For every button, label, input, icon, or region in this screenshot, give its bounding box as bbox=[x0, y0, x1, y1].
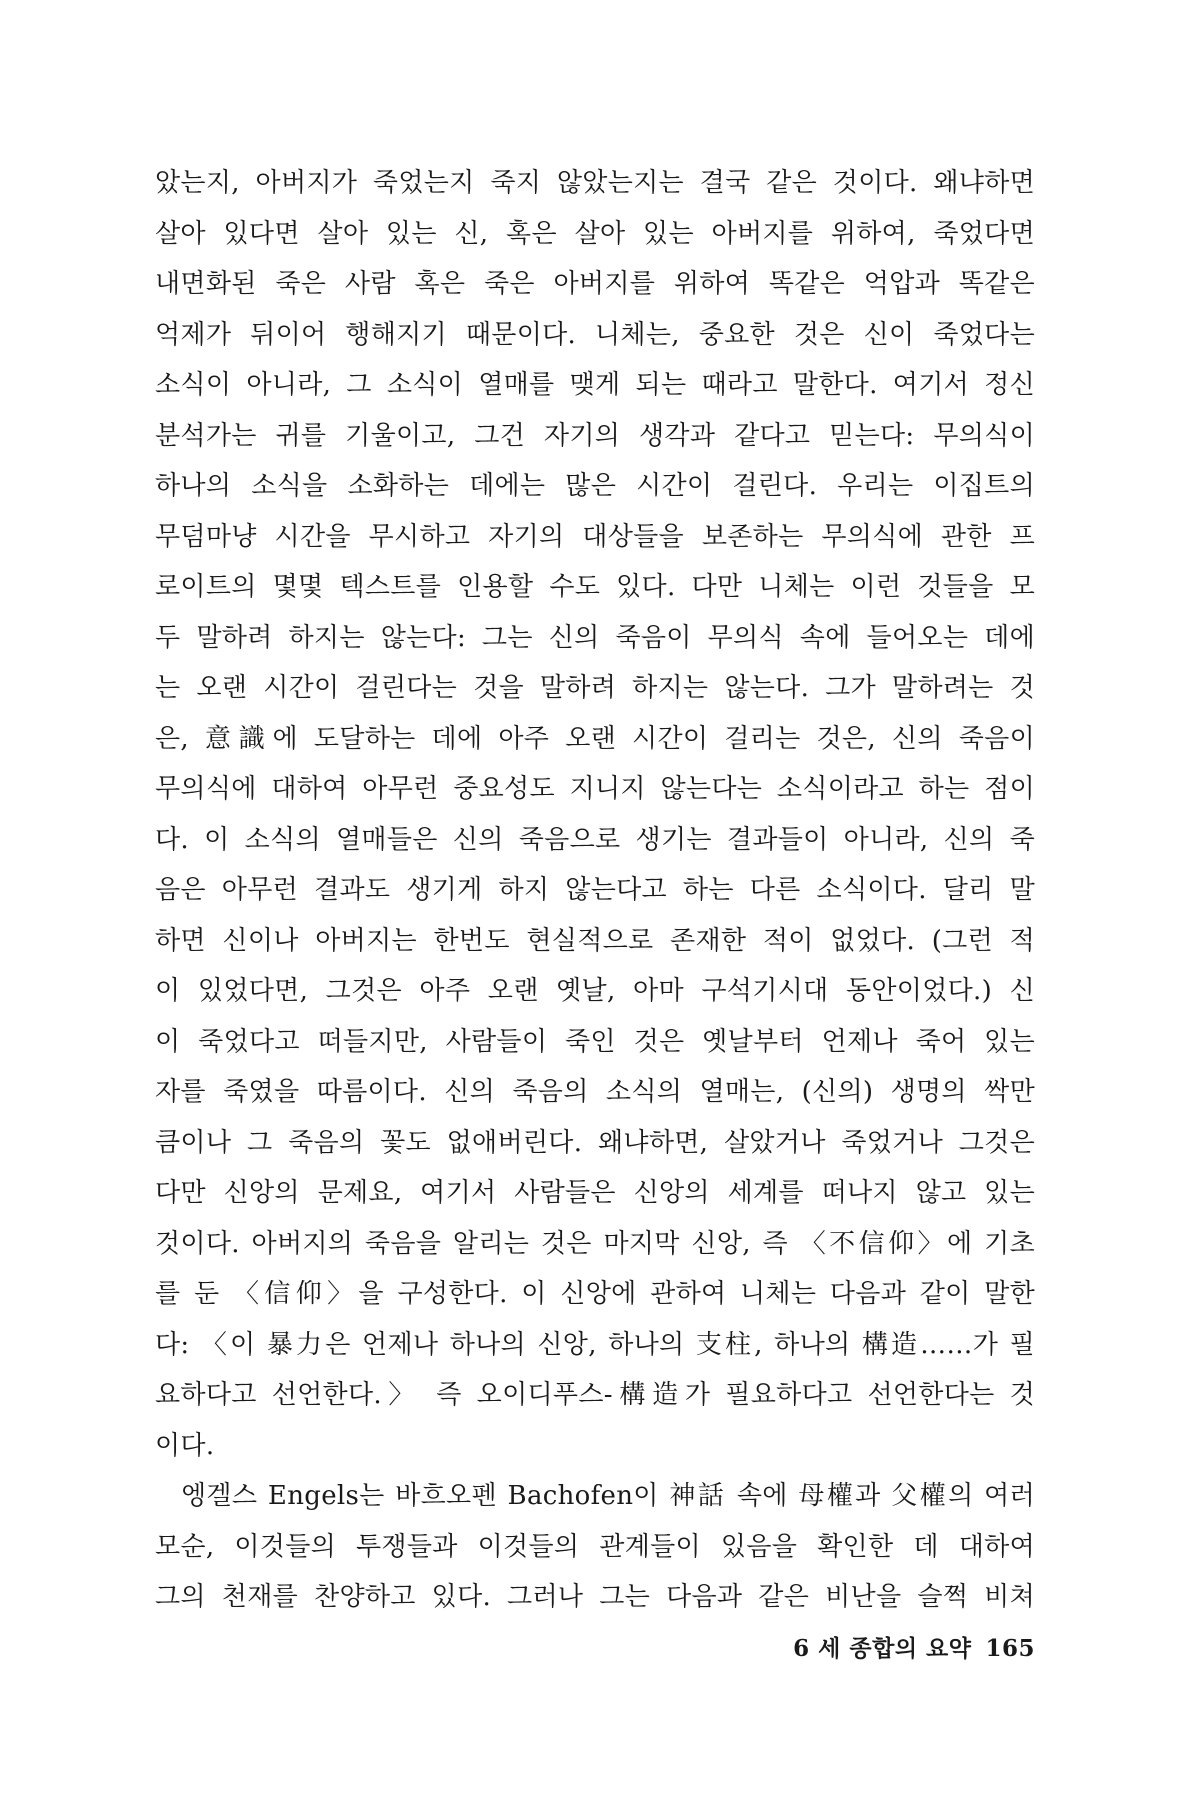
text-line: 무덤마냥 시간을 무시하고 자기의 대상들을 보존하는 무의식에 관한 프 bbox=[155, 521, 1035, 552]
text-line: 는 오랜 시간이 걸린다는 것을 말하려 하지는 않는다. 그가 말하려는 것 bbox=[155, 673, 1035, 703]
text-line: 음은 아무런 결과도 생기게 하지 않는다고 하는 다른 소식이다. 달리 말 bbox=[155, 875, 1035, 905]
paragraph-1 bbox=[155, 158, 1035, 1471]
text-line: 았는지, 아버지가 죽었는지 죽지 않았는지는 결국 같은 것이다. 왜냐하면 bbox=[155, 168, 1035, 198]
text-line: 큼이나 그 죽음의 꽃도 없애버린다. 왜냐하면, 살았거나 죽었거나 그것은 bbox=[155, 1127, 1035, 1158]
text-line: 이 있었다면, 그것은 아주 오랜 옛날, 아마 구석기시대 동안이었다.) 신 bbox=[155, 976, 1035, 1006]
text-line: 다: 〈이 暴力은 언제나 하나의 신앙, 하나의 支柱, 하나의 構造……가 필 bbox=[155, 1329, 1035, 1360]
text-line: 하면 신이나 아버지는 한번도 현실적으로 존재한 적이 없었다. (그런 적 bbox=[155, 925, 1035, 956]
text-line: 분석가는 귀를 기울이고, 그건 자기의 생각과 같다고 믿는다: 무의식이 bbox=[155, 420, 1035, 451]
text-line: 하나의 소식을 소화하는 데에는 많은 시간이 걸린다. 우리는 이집트의 bbox=[155, 471, 1035, 501]
text-line: 로이트의 몇몇 텍스트를 인용할 수도 있다. 다만 니체는 이런 것들을 모 bbox=[155, 572, 1035, 602]
text-line: 소식이 아니라, 그 소식이 열매를 맺게 되는 때라고 말한다. 여기서 정신 bbox=[155, 370, 1035, 400]
section-title: 6 세 종합의 요약 bbox=[793, 1635, 972, 1662]
text-line: 이 죽었다고 떠들지만, 사람들이 죽인 것은 옛날부터 언제나 죽어 있는 bbox=[155, 1026, 1035, 1057]
text-line: 살아 있다면 살아 있는 신, 혹은 살아 있는 아버지를 위하여, 죽었다면 bbox=[155, 218, 1035, 249]
text-line: 엥겔스 Engels는 바흐오펜 Bachofen이 神話 속에 母權과 父權의 여러 bbox=[181, 1481, 1035, 1511]
text-line: 은, 意識에 도달하는 데에 아주 오랜 시간이 걸리는 것은, 신의 죽음이 bbox=[155, 723, 1035, 754]
text-line: 무의식에 대하여 아무런 중요성도 지니지 않는다는 소식이라고 하는 점이 bbox=[155, 774, 1035, 804]
text-line: 억제가 뒤이어 행해지기 때문이다. 니체는, 중요한 것은 신이 죽었다는 bbox=[155, 319, 1035, 350]
text-line: 다. 이 소식의 열매들은 신의 죽음으로 생기는 결과들이 아니라, 신의 죽 bbox=[155, 824, 1035, 855]
running-footer bbox=[793, 1630, 1035, 1663]
text-line: 요하다고 선언한다.〉 즉 오이디푸스-構造가 필요하다고 선언한다는 것 bbox=[155, 1380, 1035, 1410]
text-line: 모순, 이것들의 투쟁들과 이것들의 관계들이 있음을 확인한 데 대하여 bbox=[155, 1531, 1035, 1562]
text-line: 것이다. 아버지의 죽음을 알리는 것은 마지막 신앙, 즉 〈不信仰〉에 기초 bbox=[155, 1228, 1035, 1259]
text-line: 두 말하려 하지는 않는다: 그는 신의 죽음이 무의식 속에 들어오는 데에 bbox=[155, 622, 1035, 653]
page-body bbox=[155, 158, 1035, 1623]
paragraph-2 bbox=[155, 1471, 1035, 1623]
text-line: 그의 천재를 찬양하고 있다. 그러나 그는 다음과 같은 비난을 슬쩍 비쳐 bbox=[155, 1582, 1035, 1612]
page-number: 165 bbox=[985, 1635, 1035, 1662]
text-line: 이다. bbox=[155, 1430, 215, 1461]
text-line: 를 둔 〈信仰〉을 구성한다. 이 신앙에 관하여 니체는 다음과 같이 말한 bbox=[155, 1279, 1035, 1309]
text-line: 내면화된 죽은 사람 혹은 죽은 아버지를 위하여 똑같은 억압과 똑같은 bbox=[155, 269, 1035, 299]
text-line: 자를 죽였을 따름이다. 신의 죽음의 소식의 열매는, (신의) 생명의 싹만 bbox=[155, 1077, 1035, 1107]
text-line: 다만 신앙의 문제요, 여기서 사람들은 신앙의 세계를 떠나지 않고 있는 bbox=[155, 1178, 1035, 1208]
